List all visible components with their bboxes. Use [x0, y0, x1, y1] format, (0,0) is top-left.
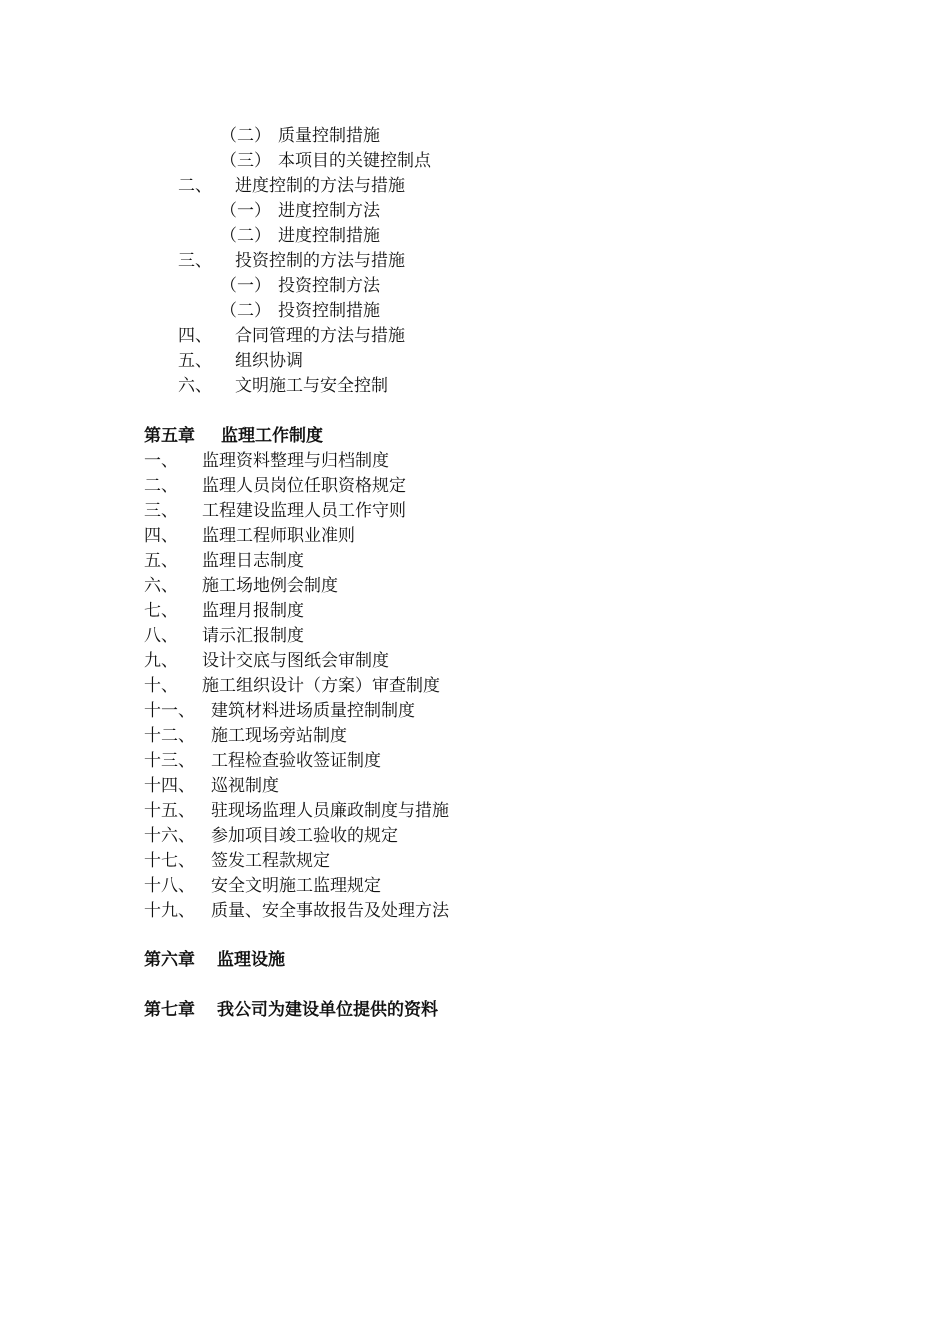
toc-entry-number: 三、	[178, 251, 212, 271]
toc-entry-title: 签发工程款规定	[211, 851, 330, 871]
toc-entry-number: 十一、	[144, 701, 195, 721]
toc-entry-number: 十七、	[144, 851, 195, 871]
toc-entry-number: 十六、	[144, 826, 195, 846]
toc-entry-title: 本项目的关键控制点	[278, 151, 431, 171]
toc-entry-number: （三）	[220, 151, 271, 171]
toc-entry-title: 建筑材料进场质量控制制度	[211, 701, 415, 721]
toc-entry-title: 设计交底与图纸会审制度	[202, 651, 389, 671]
toc-entry-title: 工程建设监理人员工作守则	[202, 501, 406, 521]
toc-entry-number: 十九、	[144, 901, 195, 921]
toc-entry-number: 一、	[144, 451, 178, 471]
toc-entry-title: 驻现场监理人员廉政制度与措施	[211, 801, 449, 821]
toc-entry-number: 二、	[144, 476, 178, 496]
toc-entry-title: 投资控制方法	[278, 276, 380, 296]
toc-entry-number: 十二、	[144, 726, 195, 746]
chapter-number: 第五章	[144, 426, 195, 446]
toc-entry-number: 十四、	[144, 776, 195, 796]
toc-entry-number: 四、	[144, 526, 178, 546]
toc-entry-title: 进度控制的方法与措施	[235, 176, 405, 196]
toc-entry-number: 十五、	[144, 801, 195, 821]
toc-entry-title: 施工现场旁站制度	[211, 726, 347, 746]
toc-entry-number: 七、	[144, 601, 178, 621]
toc-entry-number: 五、	[144, 551, 178, 571]
toc-entry-title: 进度控制措施	[278, 226, 380, 246]
toc-entry-title: 质量、安全事故报告及处理方法	[211, 901, 449, 921]
toc-entry-title: 监理月报制度	[202, 601, 304, 621]
toc-entry-number: 五、	[178, 351, 212, 371]
toc-entry-number: 十三、	[144, 751, 195, 771]
toc-entry-title: 请示汇报制度	[202, 626, 304, 646]
toc-entry-title: 施工场地例会制度	[202, 576, 338, 596]
chapter-title: 监理设施	[217, 950, 285, 970]
toc-entry-title: 合同管理的方法与措施	[235, 326, 405, 346]
toc-entry-number: （一）	[220, 276, 271, 296]
toc-entry-title: 工程检查验收签证制度	[211, 751, 381, 771]
toc-entry-number: （二）	[220, 126, 271, 146]
toc-entry-title: 监理工程师职业准则	[202, 526, 355, 546]
chapter-number: 第七章	[144, 1000, 195, 1020]
toc-entry-title: 施工组织设计（方案）审查制度	[202, 676, 440, 696]
toc-entry-title: 监理日志制度	[202, 551, 304, 571]
toc-entry-number: （一）	[220, 201, 271, 221]
chapter-title: 监理工作制度	[221, 426, 323, 446]
toc-entry-number: 六、	[178, 376, 212, 396]
toc-entry-title: 巡视制度	[211, 776, 279, 796]
toc-entry-number: （二）	[220, 301, 271, 321]
toc-entry-title: 组织协调	[235, 351, 303, 371]
toc-entry-number: 十八、	[144, 876, 195, 896]
toc-entry-number: （二）	[220, 226, 271, 246]
toc-entry-number: 六、	[144, 576, 178, 596]
toc-entry-title: 文明施工与安全控制	[235, 376, 388, 396]
toc-entry-title: 进度控制方法	[278, 201, 380, 221]
toc-entry-title: 监理人员岗位任职资格规定	[202, 476, 406, 496]
toc-entry-title: 投资控制的方法与措施	[235, 251, 405, 271]
toc-entry-title: 质量控制措施	[278, 126, 380, 146]
toc-entry-title: 投资控制措施	[278, 301, 380, 321]
toc-entry-title: 参加项目竣工验收的规定	[211, 826, 398, 846]
toc-entry-title: 监理资料整理与归档制度	[202, 451, 389, 471]
toc-entry-title: 安全文明施工监理规定	[211, 876, 381, 896]
chapter-title: 我公司为建设单位提供的资料	[217, 1000, 438, 1020]
toc-entry-number: 四、	[178, 326, 212, 346]
toc-entry-number: 九、	[144, 651, 178, 671]
toc-entry-number: 三、	[144, 501, 178, 521]
toc-entry-number: 二、	[178, 176, 212, 196]
chapter-number: 第六章	[144, 950, 195, 970]
toc-entry-number: 十、	[144, 676, 178, 696]
toc-entry-number: 八、	[144, 626, 178, 646]
